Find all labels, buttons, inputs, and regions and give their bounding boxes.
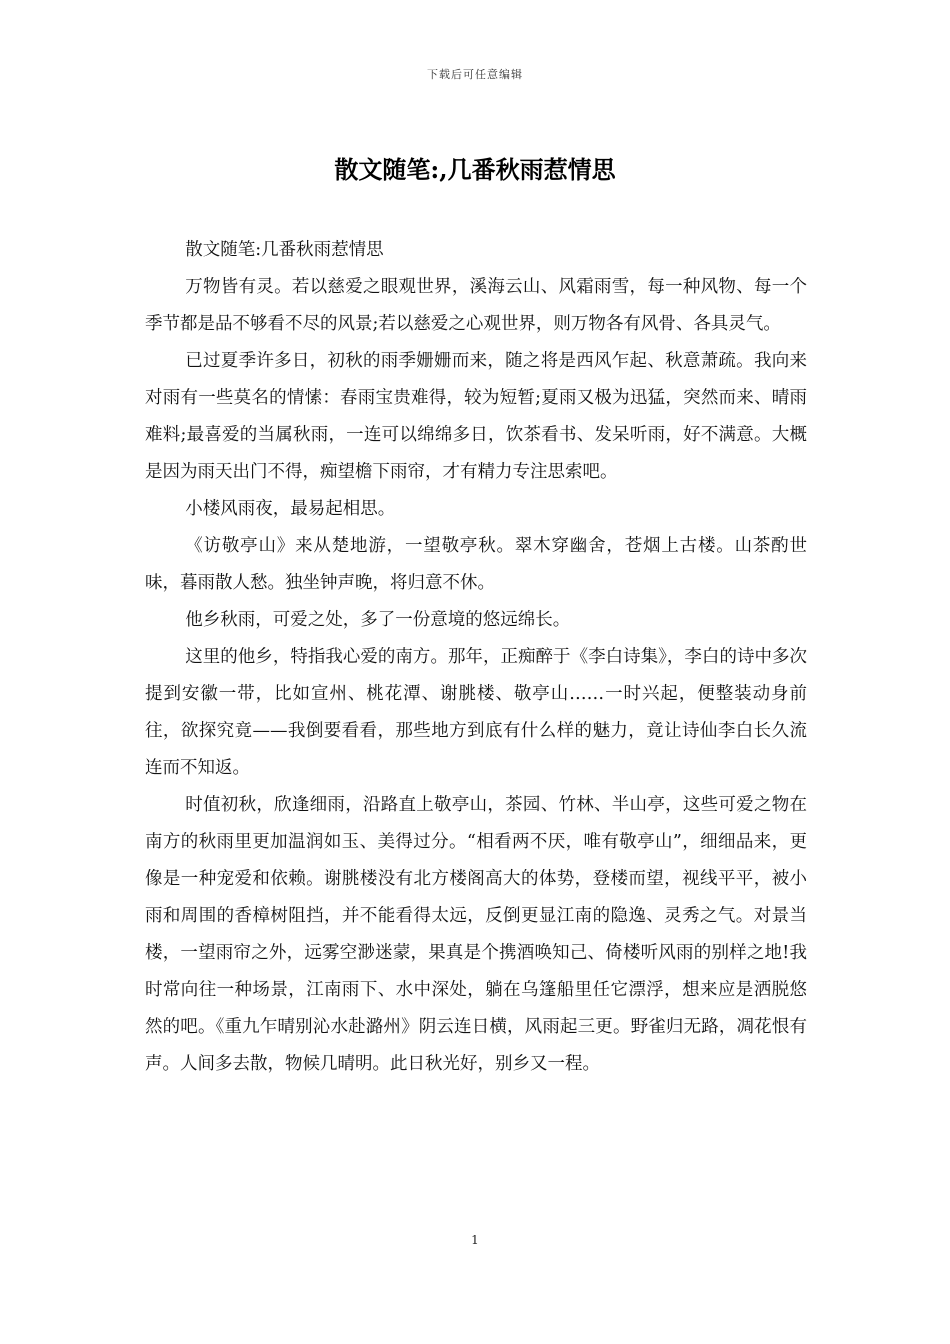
paragraph: 小楼风雨夜，最易起相思。 — [185, 499, 396, 519]
paragraph: 万物皆有灵。若以慈爱之眼观世界，溪海云山、风霜雨雪，每一种风物、每一个季节都是品不够看不尽的风景;若以慈爱之心观世界，则万物各有风骨、各具灵气。 — [145, 277, 807, 334]
paragraph: 时值初秋，欣逢细雨，沿路直上敬亭山，茶园、竹林、半山亭，这些可爱之物在南方的秋雨里更加温润如玉、美得过分。“相看两不厌，唯有敬亭山”，细细品来，更像是一种宠爱和依赖。谢朓楼没有北方楼阁高大的体势，登楼而望，视线平平，被小雨和周围的香樟树阻挡，并不能看得太远，反倒更显江南的隐逸、灵秀之气。对景当楼，一望雨帘之外，远雾空渺迷蒙，果真是个携酒唤知己、倚楼听风雨的别样之地!我时常向往一种场景，江南雨下、水中深处，躺在乌篷船里任它漂浮，想来应是洒脱悠然的吧。《重九乍晴别沁水赴潞州》阴云连日横，风雨起三更。野雀归无路，凋花恨有声。人间多去散，物候几晴明。此日秋光好，别乡又一程。 — [145, 795, 807, 1074]
paragraph-subtitle: 散文随笔:几番秋雨惹情思 — [185, 240, 384, 260]
paragraph: 已过夏季许多日，初秋的雨季姗姗而来，随之将是西风乍起、秋意萧疏。我向来对雨有一些莫名的情愫：春雨宝贵难得，较为短暂;夏雨又极为迅猛，突然而来、晴雨难料;最喜爱的当属秋雨，一连可以绵绵多日，饮茶看书、发呆听雨，好不满意。大概是因为雨天出门不得，痴望檐下雨帘，才有精力专注思索吧。 — [145, 351, 807, 482]
paragraph: 他乡秋雨，可爱之处，多了一份意境的悠远绵长。 — [185, 610, 571, 630]
header-note: 下载后可任意编辑 — [427, 68, 523, 81]
paragraph: 这里的他乡，特指我心爱的南方。那年，正痴醉于《李白诗集》，李白的诗中多次提到安徽一带，比如宣州、桃花潭、谢朓楼、敬亭山……一时兴起，便整装动身前往，欲探究竟——我倒要看看，那些地方到底有什么样的魅力，竟让诗仙李白长久流连而不知返。 — [145, 647, 807, 778]
document-body — [145, 232, 807, 1083]
document-title: 散文随笔:,几番秋雨惹情思 — [334, 155, 616, 184]
poem-paragraph: 《访敬亭山》来从楚地游，一望敬亭秋。翠木穿幽舍，苍烟上古楼。山茶酌世味，暮雨散人愁。独坐钟声晚，将归意不休。 — [145, 536, 807, 593]
page-number: 1 — [471, 1233, 479, 1247]
